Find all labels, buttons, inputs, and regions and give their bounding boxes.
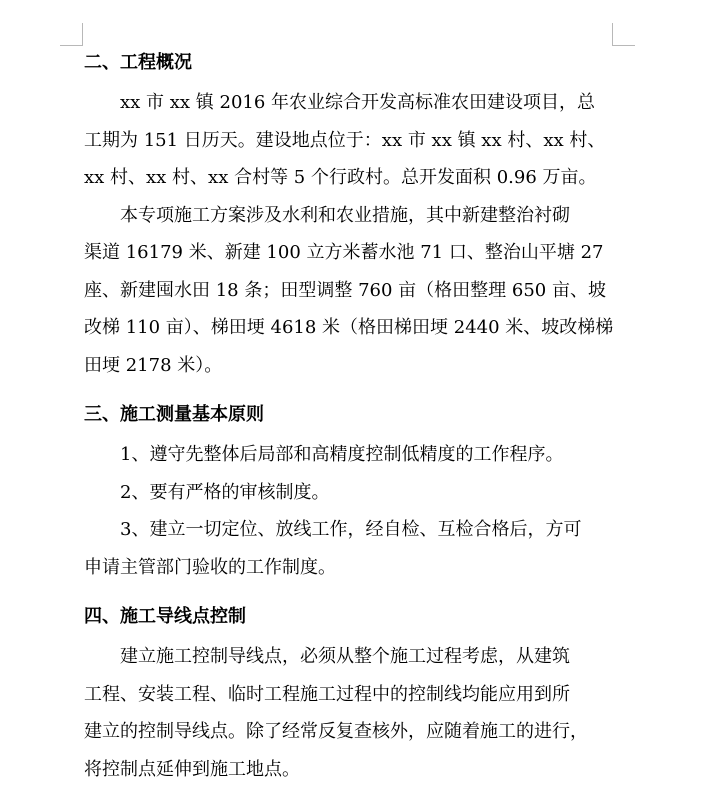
text-line: 渠道 16179 米、新建 100 立方米蓄水池 71 口、整治山平塘 27 — [84, 242, 604, 263]
text-line: 3、建立一切定位、放线工作，经自检、互检合格后，方可 — [120, 519, 582, 540]
text-line: xx 村、xx 村、xx 合村等 5 个行政村。总开发面积 0.96 万亩。 — [84, 167, 597, 188]
top-right-margin-marker — [612, 23, 635, 46]
principles-list — [84, 436, 616, 586]
text-line: 田埂 2178 米）。 — [84, 354, 223, 376]
document-body — [84, 46, 616, 788]
text-line: 申请主管部门验收的工作制度。 — [84, 556, 336, 578]
list-item — [84, 511, 616, 586]
text-line: 改梯 110 亩）、梯田埂 4618 米（格田梯田埂 2440 米、坡改梯梯 — [84, 317, 614, 338]
section-heading-survey-principles: 三、施工测量基本原则 — [84, 404, 264, 425]
list-item — [84, 474, 616, 512]
text-line: 将控制点延伸到施工地点。 — [84, 758, 300, 780]
list-item — [84, 436, 616, 474]
section-heading-overview: 二、工程概况 — [84, 52, 192, 73]
text-line: 本专项施工方案涉及水利和农业措施，其中新建整治衬砌 — [120, 204, 570, 226]
text-line: 座、新建囤水田 18 条；田型调整 760 亩（格田整理 650 亩、坡 — [84, 279, 606, 301]
text-line: 建立施工控制导线点，必须从整个施工过程考虑，从建筑 — [120, 646, 570, 667]
text-line: 2、要有严格的审核制度。 — [120, 481, 330, 503]
section-heading-traverse-control: 四、施工导线点控制 — [84, 606, 246, 627]
text-line: xx 市 xx 镇 2016 年农业综合开发高标准农田建设项目，总 — [120, 92, 596, 113]
text-line: 建立的控制导线点。除了经常反复查核外，应随着施工的进行， — [84, 721, 588, 742]
overview-paragraph-1 — [84, 84, 616, 197]
text-line: 工期为 151 日历天。建设地点位于：xx 市 xx 镇 xx 村、xx 村、 — [84, 129, 606, 151]
text-line: 工程、安装工程、临时工程施工过程中的控制线均能应用到所 — [84, 683, 570, 705]
text-line: 1、遵守先整体后局部和高精度控制低精度的工作程序。 — [120, 444, 564, 465]
top-left-margin-marker — [60, 23, 83, 46]
traverse-paragraph — [84, 638, 616, 788]
overview-paragraph-2 — [84, 197, 616, 385]
